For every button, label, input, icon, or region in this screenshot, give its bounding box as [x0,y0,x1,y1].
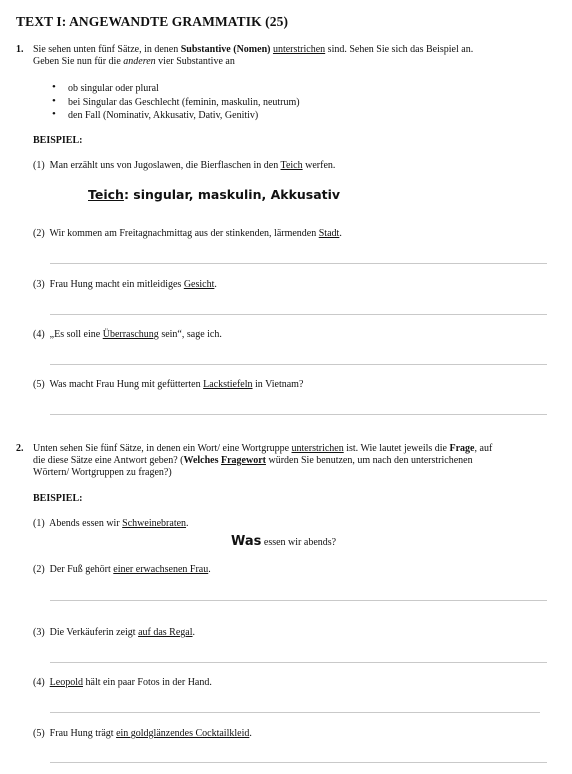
answer-line[interactable] [50,662,547,663]
answer-line[interactable] [50,364,547,365]
task-2-example-answer: Was essen wir abends? [231,534,337,549]
task-2-number: 2. [16,443,24,454]
page-title: TEXT I: ANGEWANDTE GRAMMATIK (25) [16,14,289,29]
task-1-sentence-3: (3) Frau Hung macht ein mitleidiges Gesicht. [33,279,217,290]
task-1-sentence-5: (5) Was macht Frau Hung mit gefütterten Lackstiefeln in Vietnam? [33,379,304,390]
list-item: • bei Singular das Geschlecht (feminin, maskulin, neutrum) [50,96,300,110]
answer-line[interactable] [50,314,547,315]
task-2-sentence-5: (5) Frau Hung trägt ein goldglänzendes Cocktailkleid. [33,728,252,739]
answer-line[interactable] [50,712,540,713]
task-1-instructions: Sie sehen unten fünf Sätze, in denen Substantive (Nomen) unterstrichen sind. Sehen Sie sich das Beispiel an. Geben Sie nun für die anderen vier Substantive an [33,44,474,67]
task-2-sentence-2: (2) Der Fuß gehört einer erwachsenen Frau. [33,564,211,575]
answer-line[interactable] [50,762,547,763]
answer-line[interactable] [50,263,547,264]
task-2-example-label: BEISPIEL: [33,493,83,504]
task-1-example-answer: Teich: singular, maskulin, Akkusativ [88,187,341,202]
answer-line[interactable] [50,414,547,415]
list-item: • den Fall (Nominativ, Akkusativ, Dativ, Genitiv) [50,109,300,123]
task-1-criteria-list [50,82,300,123]
task-1-example-sentence: (1) Man erzählt uns von Jugoslawen, die Bierflaschen in den Teich werfen. [33,160,336,171]
answer-line[interactable] [50,600,547,601]
task-1-sentence-4: (4) „Es soll eine Überraschung sein“, sage ich. [33,329,222,340]
task-2-sentence-3: (3) Die Verkäuferin zeigt auf das Regal. [33,627,195,638]
list-item: • ob singular oder plural [50,82,300,96]
task-2-instructions: Unten sehen Sie fünf Sätze, in denen ein Wort/ eine Wortgruppe unterstrichen ist. Wie lautet jeweils die Frage, auf die diese Sätze eine Antwort geben? (Welches Fragewort würden Sie benutzen, um nach den unterstrichenen Wörtern/ Wortgruppen zu fragen?) [33,443,493,478]
task-1-sentence-2: (2) Wir kommen am Freitagnachmittag aus der stinkenden, lärmenden Stadt. [33,228,342,239]
task-2-sentence-4: (4) Leopold hält ein paar Fotos in der Hand. [33,677,212,688]
task-1-number: 1. [16,44,24,55]
task-2-example-sentence: (1) Abends essen wir Schweinebraten. [33,518,189,529]
task-1-example-label: BEISPIEL: [33,135,83,146]
